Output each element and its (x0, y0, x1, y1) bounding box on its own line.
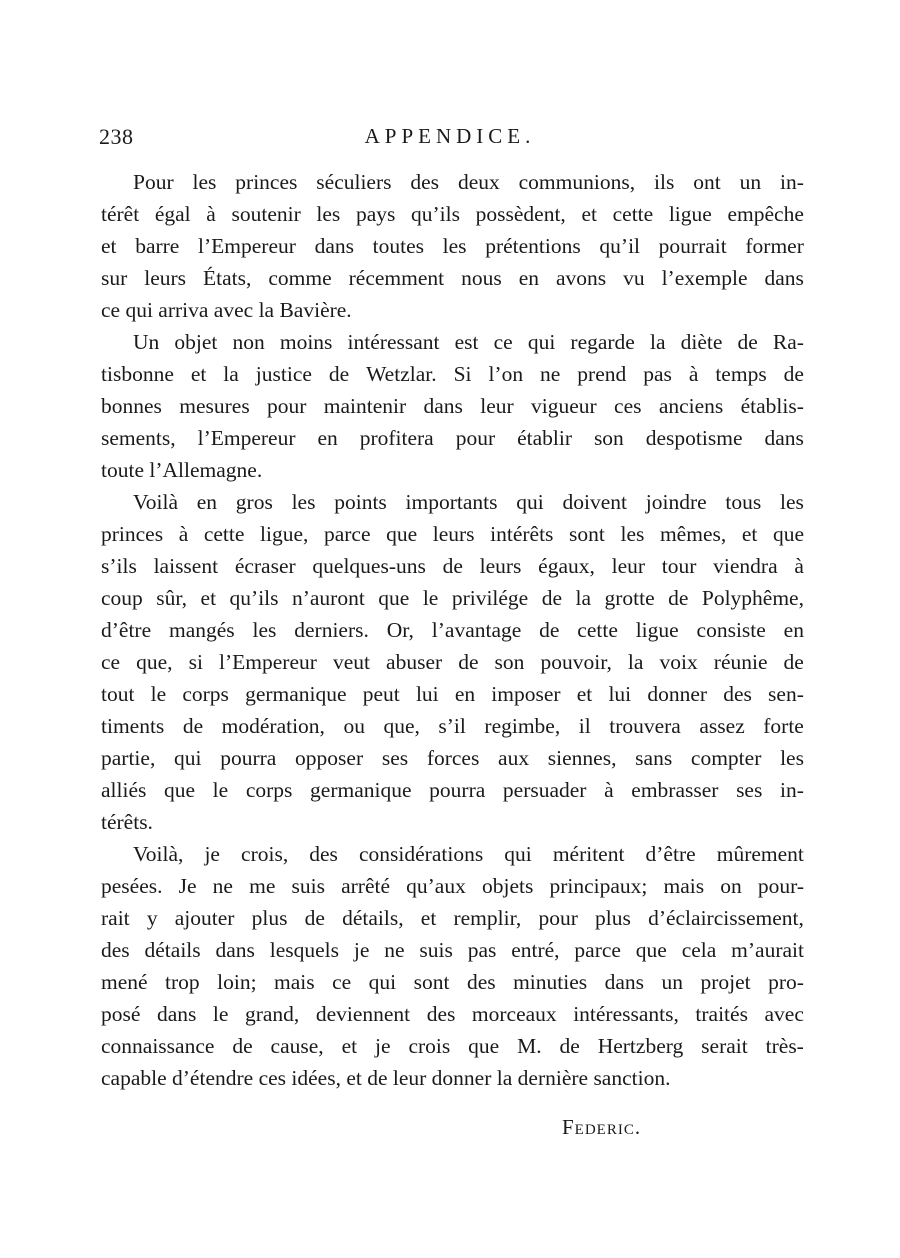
text-line: d’être mangés les derniers. Or, l’avantage de cette ligue consiste en (101, 618, 804, 642)
text-line: térêt égal à soutenir les pays qu’ils possèdent, et cette ligue empêche (101, 202, 804, 226)
text-line: rait y ajouter plus de détails, et remplir, pour plus d’éclaircissement, (101, 906, 804, 930)
text-line: Un objet non moins intéressant est ce qui regarde la diète de Ra- (133, 330, 804, 354)
paragraph (101, 166, 804, 326)
text-line: Pour les princes séculiers des deux communions, ils ont un in- (133, 170, 804, 194)
text-line: coup sûr, et qu’ils n’auront que le privilége de la grotte de Polyphême, (101, 586, 804, 610)
text-line: tout le corps germanique peut lui en imposer et lui donner des sen- (101, 682, 804, 706)
text-line: Voilà en gros les points importants qui doivent joindre tous les (133, 490, 804, 514)
paragraph (101, 838, 804, 1094)
text-line: connaissance de cause, et je crois que M. de Hertzberg serait très- (101, 1034, 804, 1058)
text-line: térêts. (101, 810, 153, 834)
text-line: tisbonne et la justice de Wetzlar. Si l’on ne prend pas à temps de (101, 362, 804, 386)
text-line: s’ils laissent écraser quelques-uns de leurs égaux, leur tour viendra à (101, 554, 804, 578)
text-line: timents de modération, ou que, s’il regimbe, il trouvera assez forte (101, 714, 804, 738)
text-line: alliés que le corps germanique pourra persuader à embrasser ses in- (101, 778, 804, 802)
signature: Federic. (562, 1115, 642, 1139)
text-line: pesées. Je ne me suis arrêté qu’aux objets principaux; mais on pour- (101, 874, 804, 898)
text-line: sements, l’Empereur en profitera pour établir son despotisme dans (101, 426, 804, 450)
body-text (101, 166, 804, 1094)
text-line: Voilà, je crois, des considérations qui méritent d’être mûrement (133, 842, 804, 866)
page-number: 238 (99, 124, 134, 149)
running-head: APPENDICE. (364, 124, 536, 148)
text-line: ce qui arriva avec la Bavière. (101, 298, 352, 322)
text-line: princes à cette ligue, parce que leurs intérêts sont les mêmes, et que (101, 522, 804, 546)
text-line: toute l’Allemagne. (101, 458, 263, 482)
paragraph (101, 486, 804, 838)
text-line: bonnes mesures pour maintenir dans leur vigueur ces anciens établis- (101, 394, 804, 418)
text-line: mené trop loin; mais ce qui sont des minuties dans un projet pro- (101, 970, 804, 994)
text-line: posé dans le grand, deviennent des morceaux intéressants, traités avec (101, 1002, 804, 1026)
paragraph (101, 326, 804, 486)
text-line: ce que, si l’Empereur veut abuser de son pouvoir, la voix réunie de (101, 650, 804, 674)
text-line: capable d’étendre ces idées, et de leur donner la dernière sanction. (101, 1066, 671, 1090)
text-line: partie, qui pourra opposer ses forces aux siennes, sans compter les (101, 746, 804, 770)
text-line: sur leurs États, comme récemment nous en avons vu l’exemple dans (101, 266, 804, 290)
text-line: des détails dans lesquels je ne suis pas entré, parce que cela m’aurait (101, 938, 804, 962)
text-line: et barre l’Empereur dans toutes les prétentions qu’il pourrait former (101, 234, 804, 258)
